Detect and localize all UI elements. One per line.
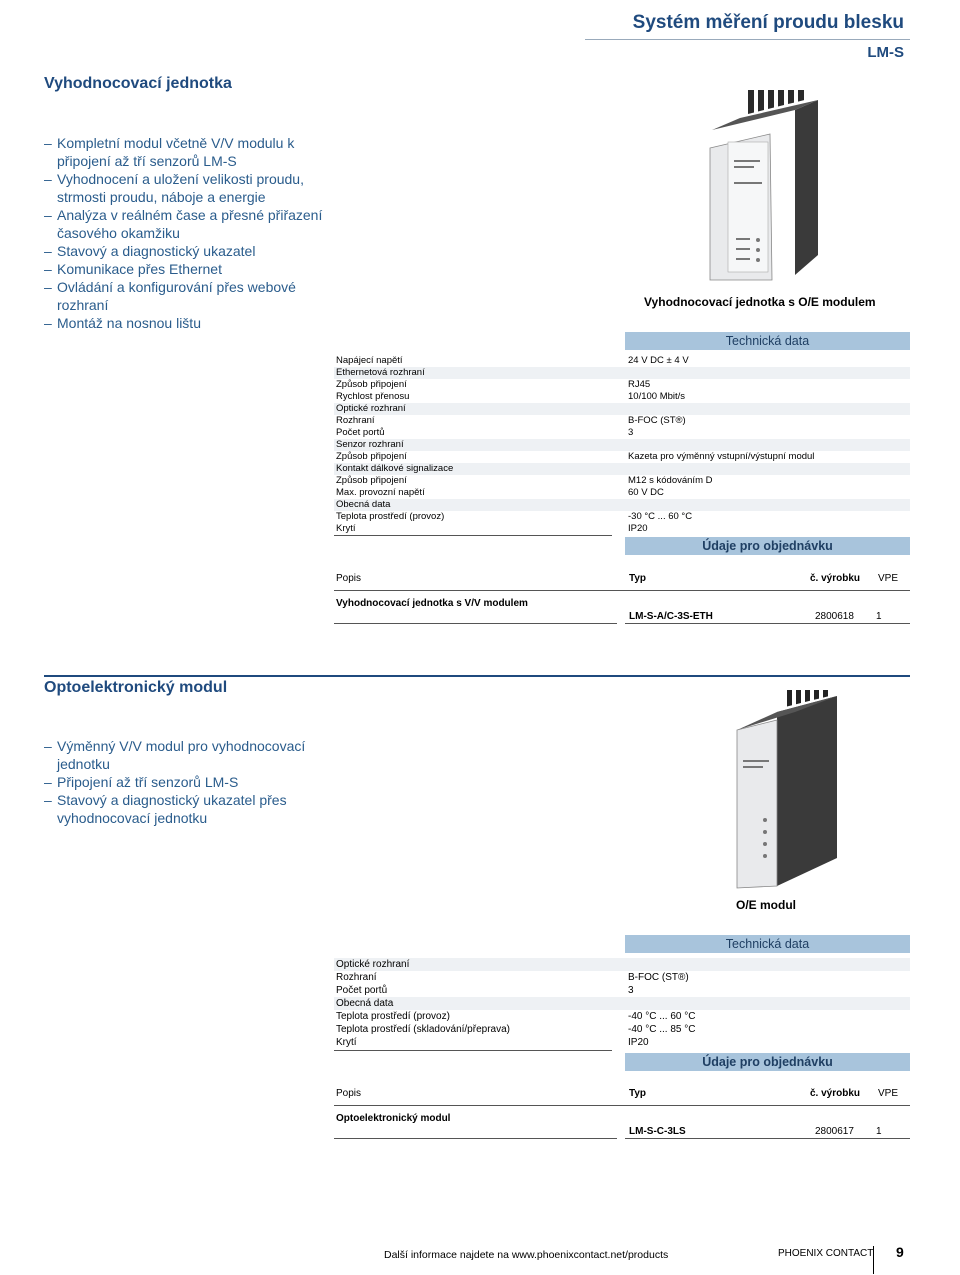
row-value [625, 499, 910, 511]
section-divider [44, 675, 910, 677]
table-row [334, 439, 910, 451]
order-line-desc-2 [334, 1138, 617, 1139]
table-row [334, 511, 910, 523]
list-item: – Kompletní modul včetně V/V modulu k připojení až tří senzorů LM-S [44, 134, 344, 170]
table-row [334, 475, 910, 487]
evaluation-unit-product-image [700, 90, 820, 285]
order-col-type: Typ [629, 1088, 647, 1099]
row-label: Ethernetová rozhraní [336, 367, 425, 378]
list-item: – Montáž na nosnou lištu [44, 314, 344, 332]
row-label: Optické rozhraní [336, 403, 406, 414]
table-row [334, 971, 910, 984]
order-line-data-1 [625, 623, 910, 624]
order-col-description: Popis [336, 1088, 362, 1099]
row-value: -40 °C ... 85 °C [628, 1024, 696, 1035]
row-value: B-FOC (ST®) [628, 415, 686, 426]
page-header-title: Systém měření proudu blesku [632, 12, 904, 33]
order-vpe-value: 1 [876, 1126, 882, 1137]
tech-data-table-2 [334, 958, 910, 1049]
row-value: IP20 [628, 1037, 649, 1048]
list-item: – Stavový a diagnostický ukazatel [44, 242, 344, 260]
table-row [334, 958, 910, 971]
row-value: B-FOC (ST®) [628, 972, 689, 983]
list-item: – Ovládání a konfigurování přes webové rozhraní [44, 278, 344, 314]
row-label: Způsob připojení [336, 379, 407, 390]
oe-module-product-image [725, 690, 845, 890]
list-item: – Připojení až tří senzorů LM-S [44, 773, 344, 791]
row-value: 24 V DC ± 4 V [628, 355, 689, 366]
row-label: Krytí [336, 523, 356, 534]
row-label: Senzor rozhraní [336, 439, 404, 450]
order-description: Optoelektronický modul [336, 1113, 451, 1124]
order-col-vpe: VPE [878, 1088, 899, 1099]
row-value [625, 463, 910, 475]
table-row [334, 367, 910, 379]
row-value: 3 [628, 985, 634, 996]
tech-data-heading-2: Technická data [625, 935, 910, 953]
oe-module-image-caption: O/E modul [736, 898, 796, 912]
section-title-evaluation-unit: Vyhodnocovací jednotka [44, 75, 232, 92]
evaluation-unit-image-caption: Vyhodnocovací jednotka s O/E modulem [644, 295, 876, 309]
row-value: 10/100 Mbit/s [628, 391, 686, 402]
row-label: Způsob připojení [336, 451, 407, 462]
table-row [334, 427, 910, 439]
table-row [334, 379, 910, 391]
order-col-type: Typ [629, 573, 647, 584]
row-label: Způsob připojení [336, 475, 407, 486]
order-header-line-1 [334, 590, 910, 591]
row-label: Teplota prostředí (provoz) [336, 511, 445, 522]
tech-table-base-line-2 [334, 1050, 612, 1051]
row-value [625, 403, 910, 415]
footer-brand-name: PHOENIX CONTACT [778, 1248, 874, 1259]
table-row [334, 391, 910, 403]
list-item: – Komunikace přes Ethernet [44, 260, 344, 278]
row-label: Teplota prostředí (skladování/přeprava) [336, 1024, 510, 1035]
table-row [334, 997, 910, 1010]
order-part-number: 2800618 [815, 611, 854, 622]
table-row [334, 355, 910, 367]
table-row [334, 1023, 910, 1036]
table-row [334, 487, 910, 499]
order-col-vpe: VPE [878, 573, 899, 584]
table-row [334, 523, 910, 535]
table-row [334, 463, 910, 475]
order-type-code: LM-S-C-3LS [629, 1126, 686, 1137]
page-number: 9 [896, 1244, 904, 1260]
row-label: Teplota prostředí (provoz) [336, 1011, 450, 1022]
row-value: 3 [628, 427, 634, 438]
list-item: – Stavový a diagnostický ukazatel přes vyhodnocovací jednotku [44, 791, 344, 827]
order-type-code: LM-S-A/C-3S-ETH [629, 611, 713, 622]
row-value: Kazeta pro výměnný vstupní/výstupní modul [628, 451, 815, 462]
row-label: Rychlost přenosu [336, 391, 410, 402]
table-row [334, 499, 910, 511]
row-label: Rozhraní [336, 972, 377, 983]
footer-divider [873, 1246, 874, 1274]
order-heading-1: Údaje pro objednávku [625, 537, 910, 555]
row-value: M12 s kódováním D [628, 475, 713, 486]
tech-data-heading-1: Technická data [625, 332, 910, 350]
list-item: – Vyhodnocení a uložení velikosti proudu, strmosti proudu, náboje a energie [44, 170, 344, 206]
order-vpe-value: 1 [876, 611, 882, 622]
tech-table-base-line-1 [334, 535, 612, 536]
row-value: IP20 [628, 523, 648, 534]
row-value: -40 °C ... 60 °C [628, 1011, 696, 1022]
row-label: Obecná data [336, 998, 394, 1009]
table-row [334, 984, 910, 997]
order-col-description: Popis [336, 573, 362, 584]
row-value [625, 997, 910, 1010]
feature-list-optoelectronic-module [44, 737, 344, 827]
product-line-code: LM-S [867, 44, 904, 61]
list-item: – Analýza v reálném čase a přesné přiřazení časového okamžiku [44, 206, 344, 242]
table-row [334, 1010, 910, 1023]
row-value: 60 V DC [628, 487, 664, 498]
row-label: Krytí [336, 1037, 357, 1048]
order-heading-2: Údaje pro objednávku [625, 1053, 910, 1071]
table-row [334, 403, 910, 415]
section-title-optoelectronic-module: Optoelektronický modul [44, 679, 228, 696]
row-label: Optické rozhraní [336, 959, 410, 970]
row-label: Počet portů [336, 985, 388, 996]
order-header-line-2 [334, 1105, 910, 1106]
row-value [625, 367, 910, 379]
row-value [625, 958, 910, 971]
table-row [334, 415, 910, 427]
row-label: Počet portů [336, 427, 385, 438]
order-line-desc-1 [334, 623, 617, 624]
order-part-number: 2800617 [815, 1126, 854, 1137]
table-row [334, 451, 910, 463]
row-label: Rozhraní [336, 415, 375, 426]
row-label: Obecná data [336, 499, 391, 510]
tech-data-table-1 [334, 355, 910, 535]
row-value: RJ45 [628, 379, 651, 390]
row-label: Napájecí napětí [336, 355, 403, 366]
feature-list-evaluation-unit [44, 134, 344, 332]
header-divider [585, 39, 910, 40]
row-label: Kontakt dálkové signalizace [336, 463, 454, 474]
order-col-part-number: č. výrobku [810, 573, 861, 584]
order-col-part-number: č. výrobku [810, 1088, 861, 1099]
row-value [625, 439, 910, 451]
order-description: Vyhodnocovací jednotka s V/V modulem [336, 598, 528, 609]
order-line-data-2 [625, 1138, 910, 1139]
list-item: – Výměnný V/V modul pro vyhodnocovací jednotku [44, 737, 344, 773]
table-row [334, 1036, 910, 1049]
footer-info-link[interactable]: Další informace najdete na www.phoenixcontact.net/products [384, 1249, 669, 1261]
row-label: Max. provozní napětí [336, 487, 425, 498]
row-value: -30 °C ... 60 °C [628, 511, 693, 522]
